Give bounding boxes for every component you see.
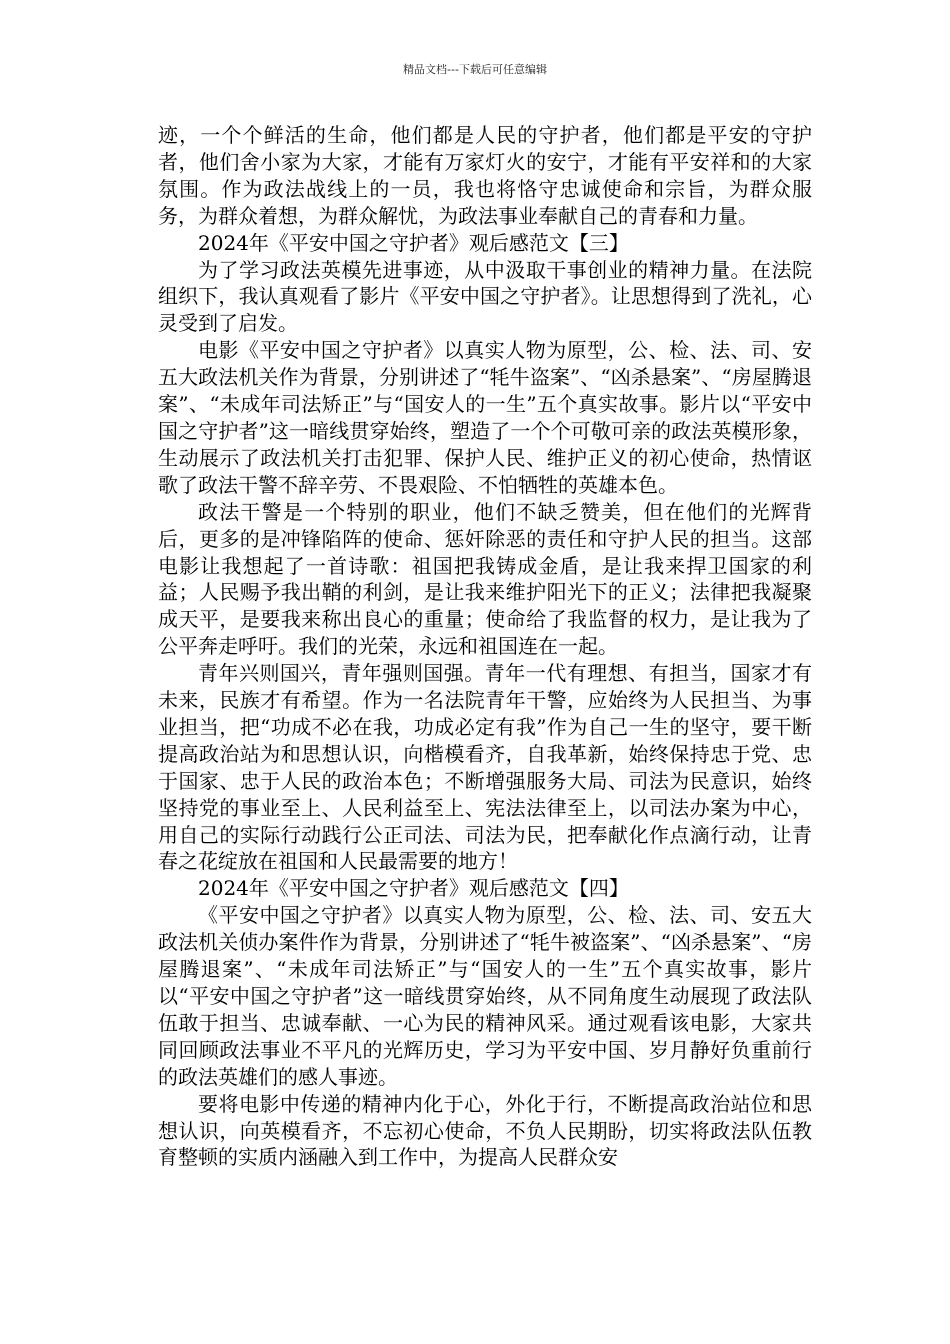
paragraph: 青年兴则国兴，青年强则国强。青年一代有理想、有担当，国家才有未来，民族才有希望。作为一名法院青年干警，应始终为人民担当、为事业担当，把“功成不必在我，功成必定有我”作为自己一生的坚守，要干断提高政治站为和思想认识，向楷模看齐，自我革新，始终保持忠于党、忠于国家、忠于人民的政治本色；不断增强服务大局、司法为民意识，始终坚持党的事业至上、人民利益至上、宪法法律至上，以司法办案为中心，用自己的实际行动践行公正司法、司法为民，把奉献化作点滴行动，让青春之花绽放在祖国和人民最需要的地方！ — [158, 661, 812, 874]
paragraph: 要将电影中传递的精神内化于心，外化于行，不断提高政治站位和思想认识，向英模看齐，不忘初心使命，不负人民期盼，切实将政法队伍教育整顿的实质内涵融入到工作中，为提高人民群众安 — [158, 1091, 812, 1170]
paragraph: 《平安中国之守护者》以真实人物为原型，公、检、法、司、安五大政法机关侦办案件作为背景，分别讲述了“牦牛被盗案”、“凶杀悬案”、“房屋腾退案”、“未成年司法矫正”与“国安人的一生”五个真实故事，影片以“平安中国之守护者”这一暗线贯穿始终，从不同角度生动展现了政法队伍敢于担当、忠诚奉献、一心为民的精神风采。通过观看该电影，大家共同回顾政法事业不平凡的光辉历史，学习为平安中国、岁月静好负重前行的政法英雄们的感人事迹。 — [158, 903, 812, 1089]
section-title-three: 2024年《平安中国之守护者》观后感范文【三】 — [198, 230, 629, 255]
document-body — [158, 122, 812, 1171]
paragraph-continuation: 迹，一个个鲜活的生命，他们都是人民的守护者，他们都是平安的守护者，他们舍小家为大家，才能有万家灯火的安宁，才能有平安祥和的大家氛围。作为政法战线上的一员，我也将恪守忠诚使命和宗旨，为群众服务，为群众着想，为群众解忧，为政法事业奉献自己的青春和力量。 — [158, 123, 812, 228]
page-header: 精品文档---下载后可任意编辑 — [403, 63, 547, 76]
paragraph: 政法干警是一个特别的职业，他们不缺乏赞美，但在他们的光辉背后，更多的是冲锋陷阵的使命、惩奸除恶的责任和守护人民的担当。这部电影让我想起了一首诗歌：祖国把我铸成金盾，是让我来捍卫国家的利益；人民赐予我出鞘的利剑，是让我来维护阳光下的正义；法律把我凝聚成天平，是要我来称出良心的重量；使命给了我监督的权力，是让我为了公平奔走呼吁。我们的光荣，永远和祖国连在一起。 — [158, 499, 812, 659]
paragraph: 为了学习政法英模先进事迹，从中汲取干事创业的精神力量。在法院组织下，我认真观看了影片《平安中国之守护者》。让思想得到了洗礼，心灵受到了启发。 — [158, 257, 812, 336]
paragraph: 电影《平安中国之守护者》以真实人物为原型，公、检、法、司、安五大政法机关作为背景，分别讲述了“牦牛盗案”、“凶杀悬案”、“房屋腾退案”、“未成年司法矫正”与“国安人的一生”五个真实故事。影片以“平安中国之守护者”这一暗线贯穿始终，塑造了一个个可敬可亲的政法英模形象，生动展示了政法机关打击犯罪、保护人民、维护正义的初心使命，热情讴歌了政法干警不辞辛劳、不畏艰险、不怕牺牲的英雄本色。 — [158, 338, 812, 497]
section-title-four: 2024年《平安中国之守护者》观后感范文【四】 — [198, 876, 629, 901]
